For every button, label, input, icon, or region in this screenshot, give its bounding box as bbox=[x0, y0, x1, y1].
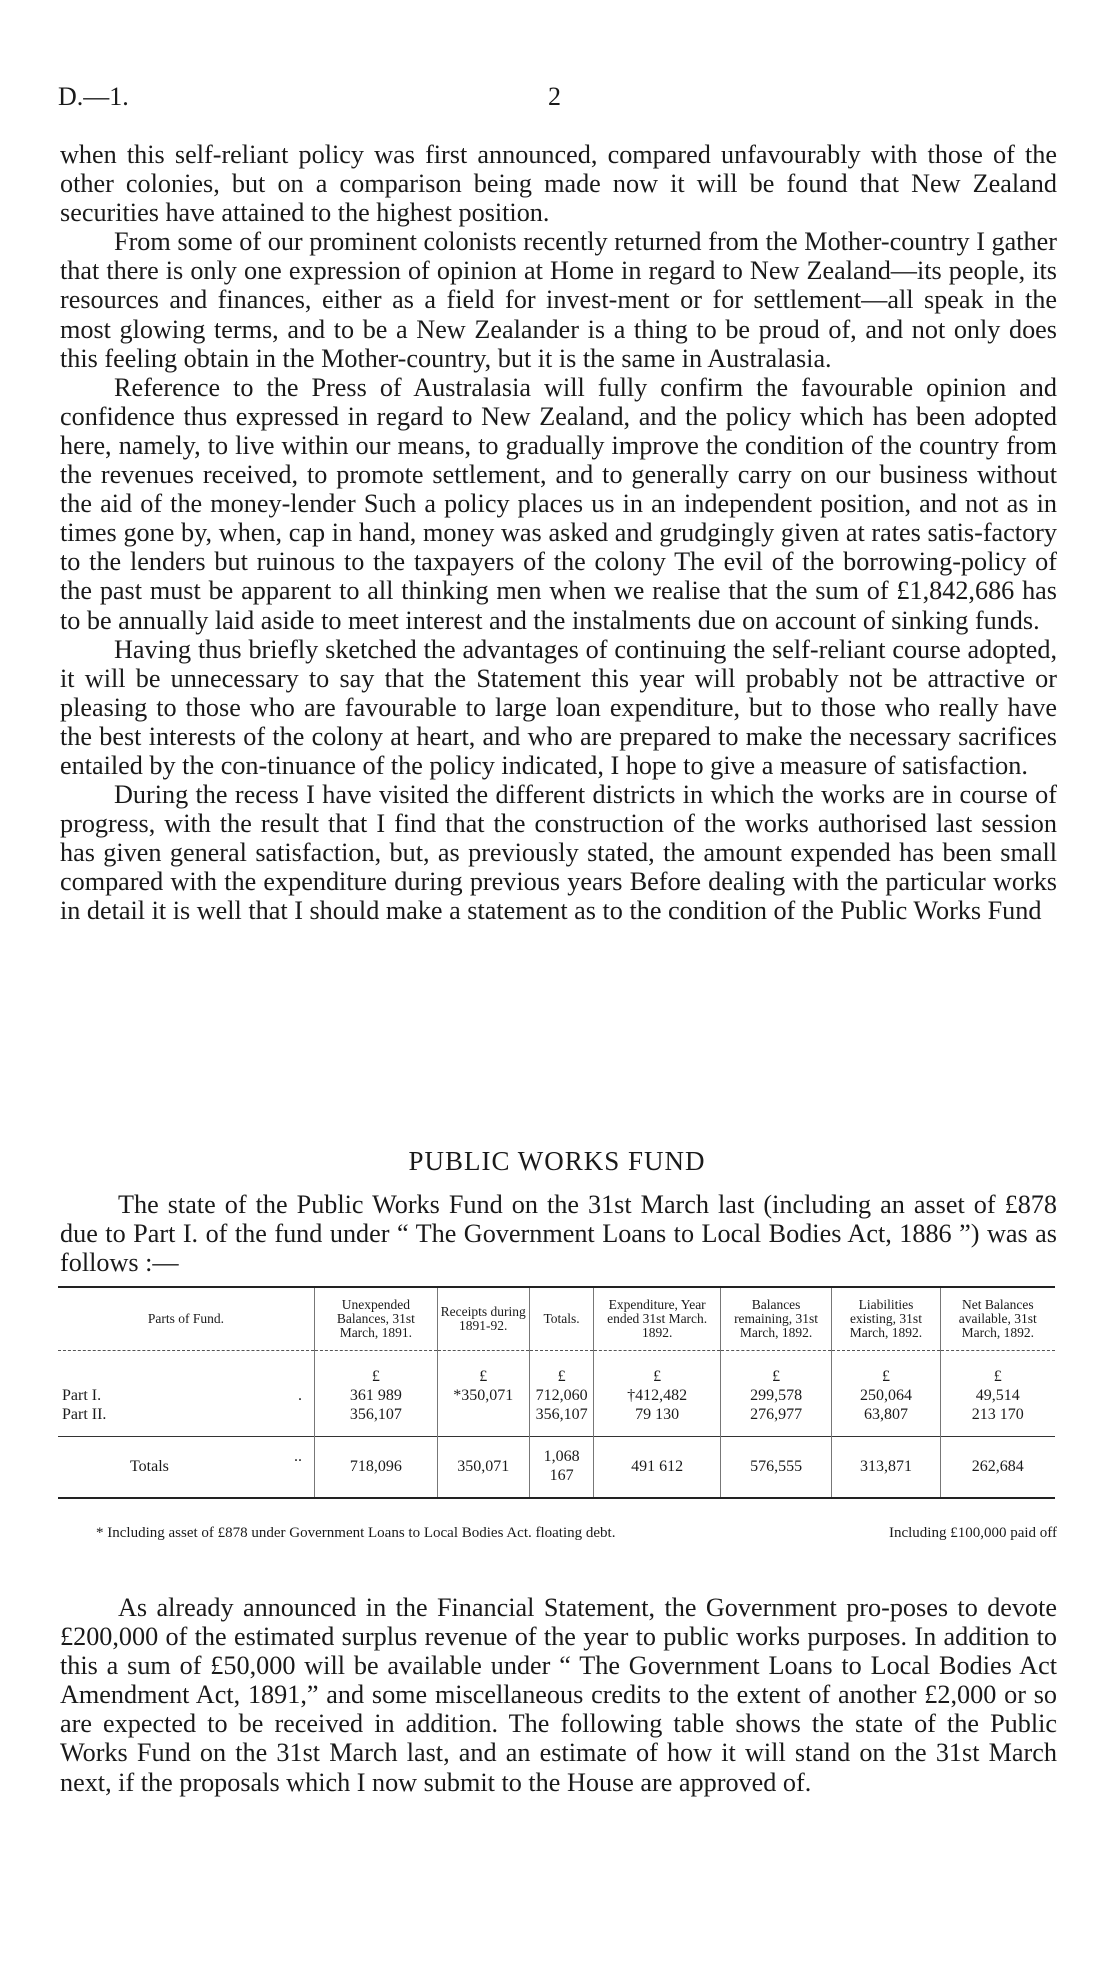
currency-unit: £ bbox=[940, 1351, 1055, 1387]
table-spacer bbox=[58, 1424, 1055, 1437]
section-title: PUBLIC WORKS FUND bbox=[408, 1146, 706, 1176]
public-works-fund-table bbox=[58, 1286, 1055, 1499]
totals-label bbox=[58, 1437, 315, 1499]
paragraph: Reference to the Press of Australasia will fully confirm the favourable opinion and confidence thus expressed in regard to New Zealand, and the policy which has been adopted here, namely, to live within our means, to gradually improve the condition of the country from the revenues received, to promote settlement, and to generally carry on our business without the aid of the money-lender Such a policy places us in an independent position, and not as in times gone by, when, cap in hand, money was asked and grudgingly given at rates satis-factory to the lenders but ruinous to the taxpayers of the colony The evil of the borrowing-policy of the past must be apparent to all thinking men when we realise that the sum of £1,842,686 has to be annually laid aside to meet interest and the instalments due on account of sinking funds. bbox=[60, 372, 1057, 635]
table-cell: 49,514 bbox=[940, 1386, 1055, 1405]
footnote-dagger: Including £100,000 paid off bbox=[888, 1525, 1057, 1541]
column-header: Expenditure, Year ended 31st March. 1892. bbox=[594, 1287, 720, 1351]
paragraph: During the recess I have visited the different districts in which the works are in course of progress, with the result that I find that the construction of the works authorised last session has given general satisfaction, but, as previously stated, the amount expended has been small compared with the expenditure during previous years Before dealing with the particular works in detail it is well that I should make a statement as to the condition of the Public Works Fund bbox=[60, 780, 1057, 926]
totals-text: Totals bbox=[130, 1457, 169, 1475]
table-cell: *350,071 bbox=[437, 1386, 529, 1405]
table-cell: 350,071 bbox=[437, 1437, 529, 1499]
table-cell: 276,977 bbox=[720, 1405, 832, 1424]
currency-unit: £ bbox=[315, 1351, 438, 1387]
column-header: Parts of Fund. bbox=[58, 1287, 315, 1351]
currency-unit: £ bbox=[832, 1351, 940, 1387]
page-header bbox=[58, 82, 1058, 116]
column-header: Unexpended Balances, 31st March, 1891. bbox=[315, 1287, 438, 1351]
leader-dots: .. bbox=[294, 1448, 302, 1465]
table-cell: 213 170 bbox=[940, 1405, 1055, 1424]
currency-unit: £ bbox=[594, 1351, 720, 1387]
currency-unit: £ bbox=[437, 1351, 529, 1387]
part-label: Part II. bbox=[62, 1406, 107, 1423]
table-footnote bbox=[60, 1525, 1057, 1542]
table-row bbox=[58, 1405, 1055, 1424]
table-cell: 361 989 bbox=[315, 1386, 438, 1405]
table-cell: †412,482 bbox=[594, 1386, 720, 1405]
currency-unit: £ bbox=[529, 1351, 594, 1387]
table-cell: 299,578 bbox=[720, 1386, 832, 1405]
table-cell: 262,684 bbox=[940, 1437, 1055, 1499]
column-header: Totals. bbox=[529, 1287, 594, 1351]
table-cell: 250,064 bbox=[832, 1386, 940, 1405]
closing-text bbox=[60, 1593, 1057, 1797]
table-cell: 79 130 bbox=[594, 1405, 720, 1424]
table-cell: 1,068 167 bbox=[529, 1437, 594, 1499]
intro-text bbox=[60, 140, 1057, 926]
table-cell: 356,107 bbox=[529, 1405, 594, 1424]
currency-unit: £ bbox=[720, 1351, 832, 1387]
row-label bbox=[58, 1405, 315, 1424]
column-header: Balances remaining, 31st March, 1892. bbox=[720, 1287, 832, 1351]
table-cell: 491 612 bbox=[594, 1437, 720, 1499]
column-header: Liabilities existing, 31st March, 1892. bbox=[832, 1287, 940, 1351]
table-cell: 313,871 bbox=[832, 1437, 940, 1499]
paragraph: when this self-reliant policy was first announced, compared unfavourably with those of the other colonies, but on a comparison being made now it will be found that New Zealand securities have attained to the highest position. bbox=[60, 140, 1057, 228]
column-header: Net Balances available, 31st March, 1892. bbox=[940, 1287, 1055, 1351]
paragraph: The state of the Public Works Fund on the 31st March last (including an asset of £878 due to Part I. of the fund under “ The Government Loans to Local Bodies Act, 1886 ”) was as follows :— bbox=[60, 1190, 1057, 1278]
page-number: 2 bbox=[548, 82, 561, 111]
table-row bbox=[58, 1386, 1055, 1405]
column-header: Receipts during 1891-92. bbox=[437, 1287, 529, 1351]
paragraph: Having thus briefly sketched the advantages of continuing the self-reliant course adopted, it will be unnecessary to say that the Statement this year will probably not be attractive or pleasing to those who are favourable to large loan expenditure, but to those who really have the best interests of the colony at heart, and who are prepared to make the necessary sacrifices entailed by the con-tinuance of the policy indicated, I hope to give a measure of satisfaction. bbox=[60, 634, 1057, 780]
table-cell: 63,807 bbox=[832, 1405, 940, 1424]
totals-row bbox=[58, 1437, 1055, 1499]
paragraph: As already announced in the Financial Statement, the Government pro-poses to devote £200,000 of the estimated surplus revenue of the year to public works purposes. In addition to this a sum of £50,000 will be available under “ The Government Loans to Local Bodies Act Amendment Act, 1891,” and some miscellaneous credits to the extent of another £2,000 or so are expected to be received in addition. The following table shows the state of the Public Works Fund on the 31st March last, and an estimate of how it will stand on the 31st March next, if the proposals which I now submit to the House are approved of. bbox=[60, 1593, 1057, 1797]
table-header-row bbox=[58, 1287, 1055, 1351]
table-cell: 718,096 bbox=[315, 1437, 438, 1499]
table-cell: 712,060 bbox=[529, 1386, 594, 1405]
table-cell: 356,107 bbox=[315, 1405, 438, 1424]
leader-dots: . bbox=[298, 1387, 302, 1404]
row-label bbox=[58, 1386, 315, 1405]
table-cell: 576,555 bbox=[720, 1437, 832, 1499]
units-row bbox=[58, 1351, 1055, 1387]
footnote-asterisk: * Including asset of £878 under Government Loans to Local Bodies Act. floating debt. bbox=[96, 1525, 616, 1541]
paragraph: From some of our prominent colonists recently returned from the Mother-country I gather that there is only one expression of opinion at Home in regard to New Zealand—its people, its resources and finances, either as a field for invest-ment or for settlement—all speak in the most glowing terms, and to be a New Zealander is a thing to be proud of, and not only does this feeling obtain in the Mother-country, but it is the same in Australasia. bbox=[60, 227, 1057, 373]
table-cell bbox=[58, 1351, 315, 1387]
document-reference: D.—1. bbox=[58, 82, 129, 111]
table-cell bbox=[437, 1405, 529, 1424]
section-intro bbox=[60, 1190, 1057, 1277]
part-label: Part I. bbox=[62, 1387, 102, 1404]
